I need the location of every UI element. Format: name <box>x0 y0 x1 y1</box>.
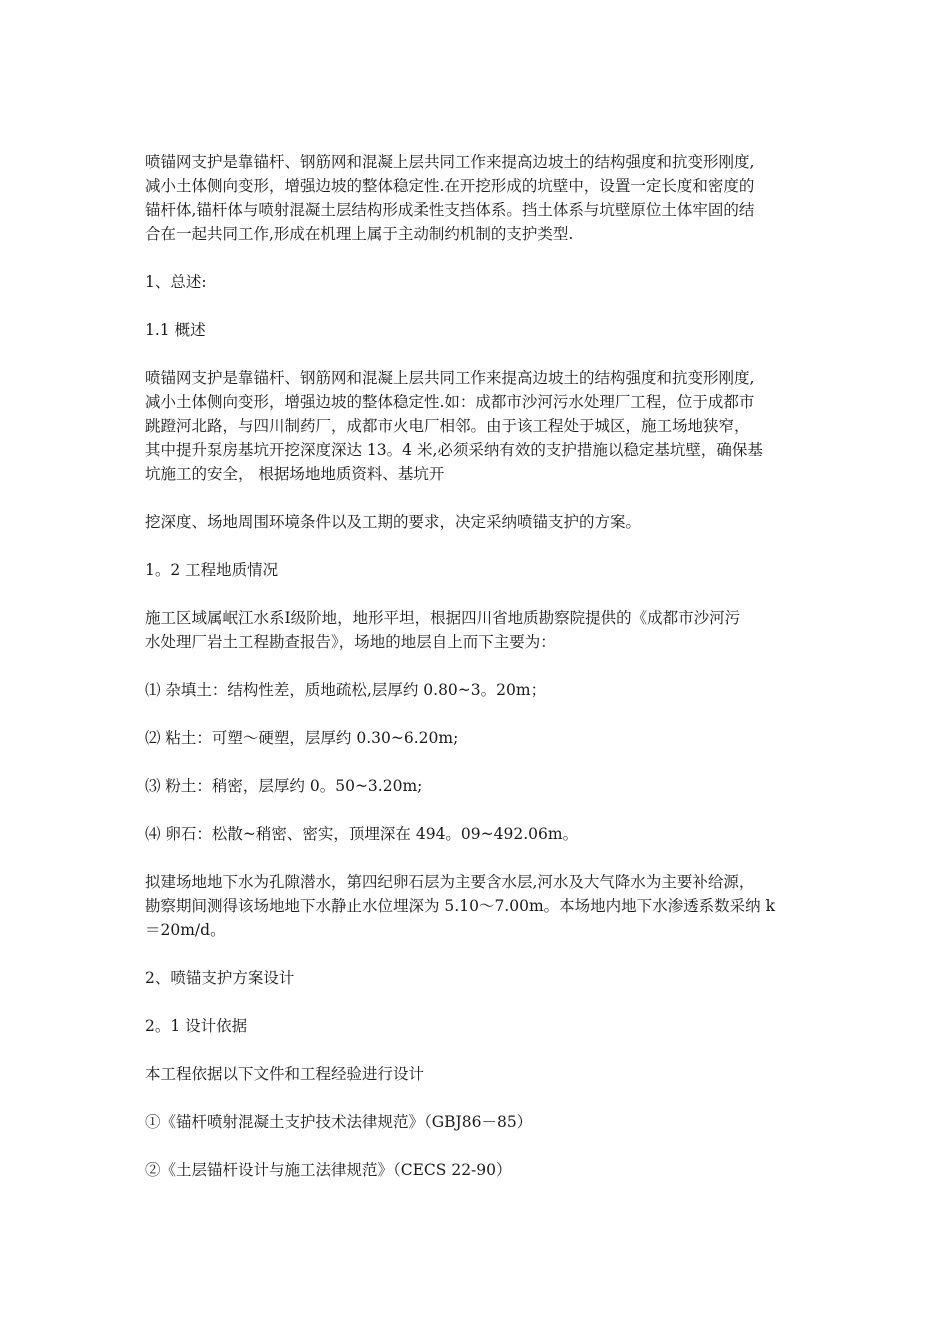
text-line: 锚杆体,锚杆体与喷射混凝土层结构形成柔性支挡体系。挡土体系与坑壁原位土体牢固的结 <box>145 201 755 219</box>
section-heading-2 <box>145 966 813 990</box>
section-heading-1-2 <box>145 558 813 582</box>
list-item-text: ⑶ 粉土：稍密，层厚约 0。50~3.20m; <box>145 777 423 795</box>
heading-text: 1。2 工程地质情况 <box>145 561 279 579</box>
text-line: 跳蹬河北路，与四川制药厂，成都市火电厂相邻。由于该工程处于城区，施工场地狭窄， <box>145 417 750 435</box>
stratum-item-2 <box>145 726 813 750</box>
text-line: 减小土体侧向变形，增强边坡的整体稳定性.在开挖形成的坑壁中，设置一定长度和密度的 <box>145 177 755 195</box>
heading-text: 2。1 设计依据 <box>145 1017 248 1035</box>
document-body <box>145 150 813 1206</box>
paragraph-overview-continued <box>145 510 813 534</box>
heading-text: 1、总述: <box>145 273 207 291</box>
list-item-text: ⑷ 卵石：松散~稍密、密实，顶埋深在 494。09~492.06m。 <box>145 825 579 843</box>
text-line: 喷锚网支护是靠锚杆、钢筋网和混凝上层共同工作来提高边坡土的结构强度和抗变形刚度, <box>145 153 755 171</box>
text-line: 减小土体侧向变形，增强边坡的整体稳定性.如：成都市沙河污水处理厂工程，位于成都市 <box>145 393 755 411</box>
reference-item-1 <box>145 1110 813 1134</box>
text-line: 施工区域属岷江水系Ⅰ级阶地，地形平坦，根据四川省地质勘察院提供的《成都市沙河污 <box>145 609 741 627</box>
text-line: 水处理厂岩土工程勘查报告》，场地的地层自上而下主要为： <box>145 633 556 651</box>
text-line: 合在一起共同工作,形成在机理上属于主动制约机制的支护类型. <box>145 225 574 243</box>
paragraph-geology <box>145 606 813 654</box>
stratum-item-1 <box>145 678 813 702</box>
text-line: 其中提升泵房基坑开挖深度深达 13。4 米,必须采纳有效的支护措施以稳定基坑壁，确保基 <box>145 441 763 459</box>
section-heading-1-1 <box>145 318 813 342</box>
paragraph-overview <box>145 366 813 486</box>
text-line: 坑施工的安全， 根据场地地质资料、基坑开 <box>145 465 445 483</box>
heading-text: 1.1 概述 <box>145 321 206 339</box>
section-heading-1 <box>145 270 813 294</box>
text-line: 勘察期间测得该场地地下水静止水位埋深为 5.10～7.00m。本场地内地下水渗透系数采纳 k <box>145 897 775 915</box>
paragraph-intro <box>145 150 813 246</box>
paragraph-groundwater <box>145 870 813 942</box>
list-item-text: ⑴ 杂填土：结构性差，质地疏松,层厚约 0.80~3。20m； <box>145 681 547 699</box>
text-line: 拟建场地地下水为孔隙潜水，第四纪卵石层为主要含水层,河水及大气降水为主要补给源， <box>145 873 755 891</box>
text-line: 喷锚网支护是靠锚杆、钢筋网和混凝上层共同工作来提高边坡土的结构强度和抗变形刚度, <box>145 369 755 387</box>
text-line: 本工程依据以下文件和工程经验进行设计 <box>145 1065 425 1083</box>
text-line: ＝20m/d。 <box>145 921 226 939</box>
reference-item-2 <box>145 1158 813 1182</box>
stratum-item-4 <box>145 822 813 846</box>
text-line: 挖深度、场地周围环境条件以及工期的要求，决定采纳喷锚支护的方案。 <box>145 513 642 531</box>
paragraph-design-basis <box>145 1062 813 1086</box>
list-item-text: ⑵ 粘土：可塑～硬塑，层厚约 0.30~6.20m; <box>145 729 459 747</box>
stratum-item-3 <box>145 774 813 798</box>
list-item-text: ①《锚杆喷射混凝土支护技术法律规范》（GBJ86－85） <box>145 1113 533 1131</box>
heading-text: 2、喷锚支护方案设计 <box>145 969 295 987</box>
list-item-text: ②《土层锚杆设计与施工法律规范》（CECS 22-90） <box>145 1161 512 1179</box>
section-heading-2-1 <box>145 1014 813 1038</box>
